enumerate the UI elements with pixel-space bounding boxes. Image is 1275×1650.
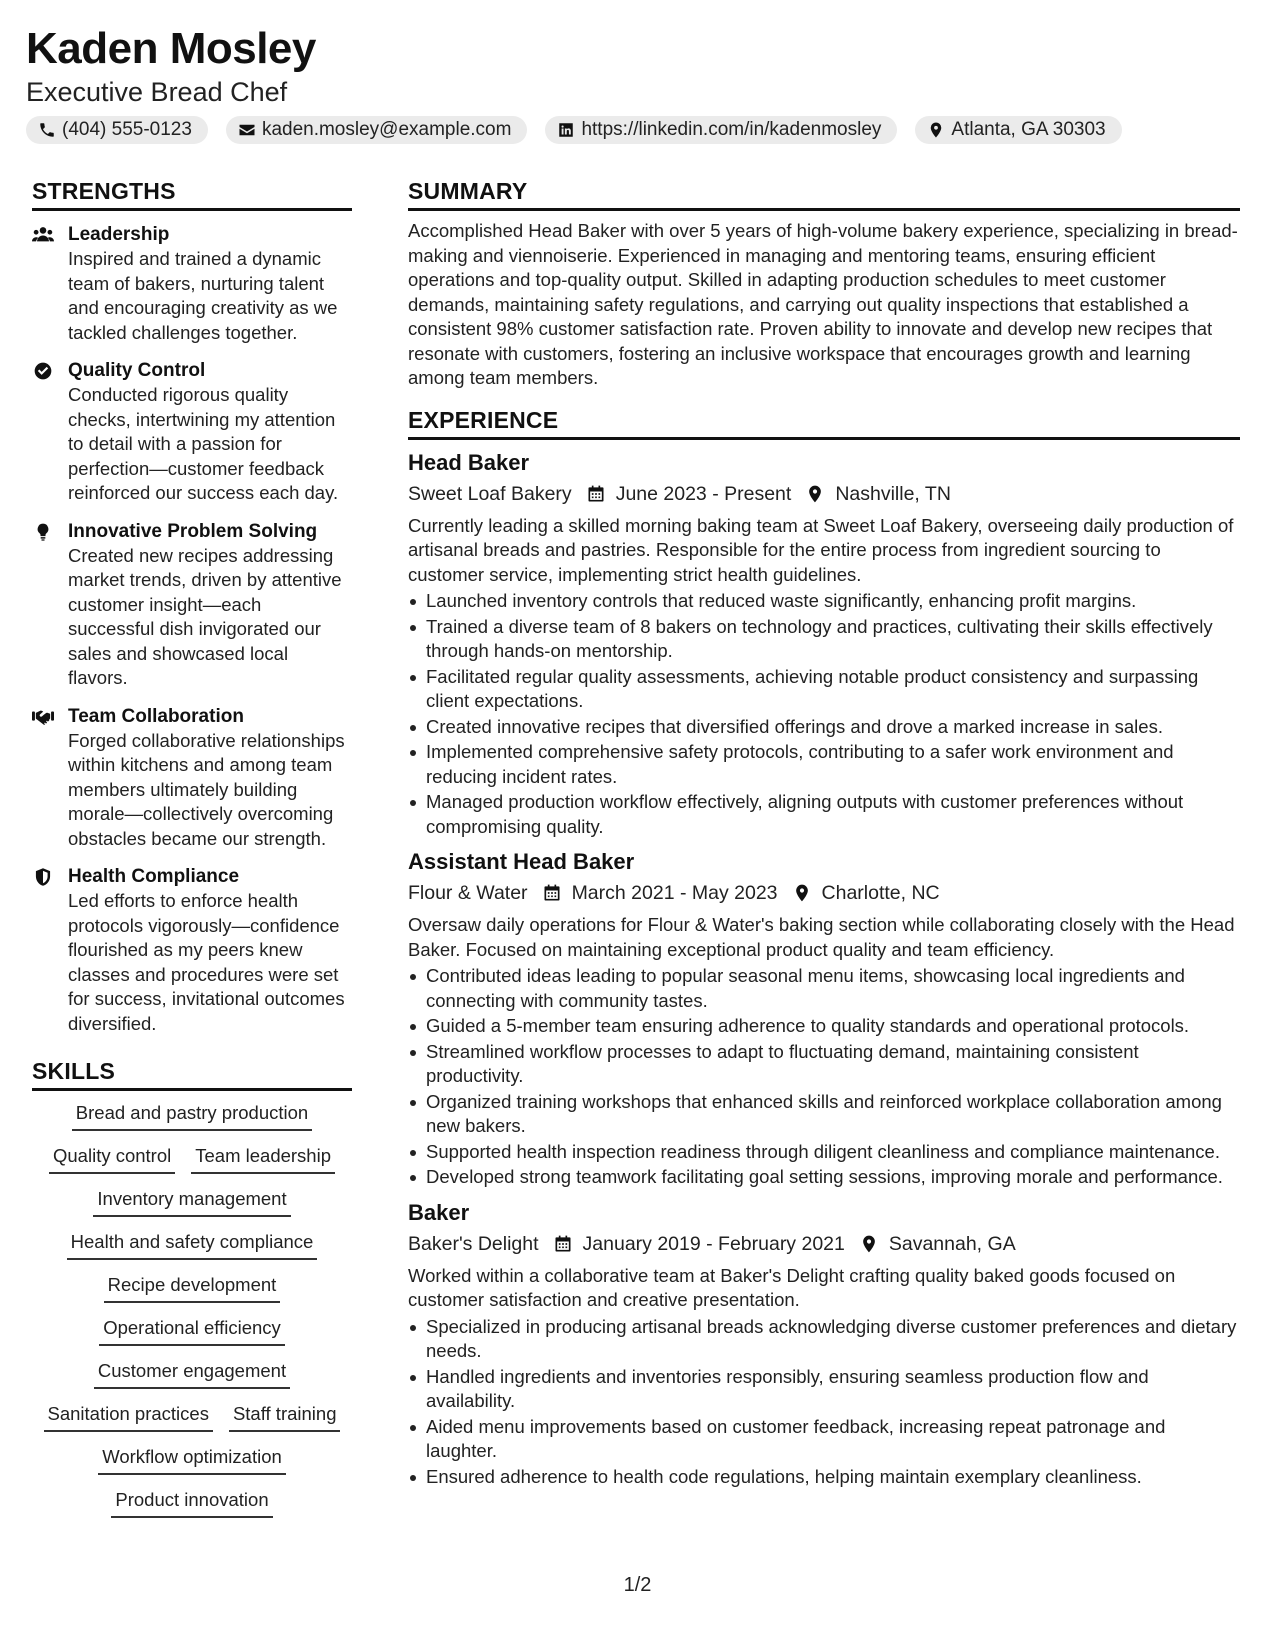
job-location: Charlotte, NC [821, 882, 940, 904]
job-location: Savannah, GA [888, 1232, 1016, 1255]
contact-email[interactable] [226, 116, 528, 144]
bullet-item: Ensured adherence to health code regulations, helping maintain exemplary cleanliness. [408, 1465, 1240, 1490]
experience-section [408, 405, 1240, 1490]
experience-heading: EXPERIENCE [408, 405, 1240, 440]
skill-tag: Health and safety compliance [67, 1230, 318, 1260]
resume-header [26, 22, 1256, 144]
page-number: 1/2 [623, 1574, 652, 1596]
bullet-item: Organized training workshops that enhanced skills and reinforced workplace collaboration among new bakers. [408, 1090, 1240, 1139]
summary-section [408, 176, 1240, 391]
lightbulb-icon [32, 522, 54, 542]
strength-title: Health Compliance [68, 866, 240, 887]
job-bullets [408, 589, 1240, 839]
bullet-item: Streamlined workflow processes to adapt to fluctuating demand, maintaining consistent productivity. [408, 1040, 1240, 1089]
contact-phone[interactable] [26, 116, 208, 144]
linkedin-icon [557, 121, 575, 139]
location-text: Atlanta, GA 30303 [951, 119, 1106, 140]
skill-tag: Bread and pastry production [72, 1101, 312, 1131]
job-company: Baker's Delight [408, 1232, 539, 1255]
strength-item [32, 359, 352, 506]
bullet-item: Supported health inspection readiness through diligent cleanliness and compliance maintenance. [408, 1140, 1240, 1165]
skill-tag: Product innovation [111, 1488, 272, 1518]
summary-text: Accomplished Head Baker with over 5 years of high-volume bakery experience, specializing in bread-making and viennoiserie. Experienced in managing and mentoring teams, ensuring efficient operations and top-quality output. Skilled in adapting production schedules to meet customer demands, maintaining safety regulations, and carrying out quality inspections that established a consistent 98% customer satisfaction rate. Proven ability to innovate and develop new recipes that resonate with customers, fostering an inclusive workspace that encourages growth and learning among team members. [408, 220, 1238, 388]
contact-bar [26, 116, 1256, 144]
map-pin-icon [805, 484, 825, 504]
job-dates: January 2019 - February 2021 [582, 1232, 845, 1255]
strength-title: Team Collaboration [68, 705, 244, 727]
bullet-item: Managed production workflow effectively, aligning outputs with customer preferences without compromising quality. [408, 790, 1240, 839]
map-pin-icon [927, 121, 945, 139]
bullet-item: Specialized in producing artisanal breads acknowledging diverse customer preferences and dietary needs. [408, 1315, 1240, 1364]
bullet-item: Guided a 5-member team ensuring adherence to quality standards and operational protocols. [408, 1014, 1240, 1039]
skill-tag: Team leadership [191, 1144, 335, 1174]
bullet-item: Trained a diverse team of 8 bakers on technology and practices, cultivating their skills effectively through hands-on mentorship. [408, 615, 1240, 664]
job-bullets [408, 1315, 1240, 1490]
bullet-item: Launched inventory controls that reduced waste significantly, enhancing profit margins. [408, 589, 1240, 614]
job-entry [408, 448, 1240, 840]
strength-item [32, 520, 352, 691]
skill-tag: Recipe development [104, 1273, 281, 1303]
job-entry [408, 1198, 1240, 1490]
job-company: Sweet Loaf Bakery [408, 482, 572, 505]
bullet-item: Contributed ideas leading to popular seasonal menu items, showcasing local ingredients and connecting with community tastes. [408, 964, 1240, 1013]
strengths-list [32, 223, 352, 1036]
strength-title: Leadership [68, 224, 170, 245]
check-circle-icon [32, 361, 54, 381]
summary-heading: SUMMARY [408, 176, 1240, 211]
job-location: Nashville, TN [835, 482, 951, 505]
skill-tag: Staff training [229, 1402, 341, 1432]
job-description: Oversaw daily operations for Flour & Water's baking section while collaborating closely with the Head Baker. Focused on maintaining exceptional product quality and team efficiency. [408, 914, 1235, 960]
strength-item [32, 705, 352, 852]
job-title-headline: Executive Bread Chef [26, 77, 288, 107]
contact-location [915, 116, 1121, 144]
strength-desc: Led efforts to enforce health protocols vigorously—confidence flourished as my peers knew classes and procedures were set for success, invitational outcomes diversified. [68, 890, 345, 1034]
job-title: Baker [408, 1199, 470, 1225]
bullet-item: Handled ingredients and inventories responsibly, ensuring seamless production flow and availability. [408, 1365, 1240, 1414]
candidate-name: Kaden Mosley [26, 24, 316, 73]
bullet-item: Facilitated regular quality assessments, achieving notable product consistency and surpassing client expectations. [408, 665, 1240, 714]
job-dates: June 2023 - Present [615, 482, 792, 505]
job-meta [408, 1229, 1240, 1259]
shield-icon [32, 867, 54, 887]
strength-title: Innovative Problem Solving [68, 520, 318, 542]
strength-item [32, 223, 352, 345]
map-pin-icon [859, 1234, 879, 1254]
job-company: Flour & Water [408, 882, 528, 904]
phone-icon [38, 121, 56, 139]
bullet-item: Aided menu improvements based on customer feedback, increasing repeat patronage and laughter. [408, 1415, 1240, 1464]
calendar-icon [553, 1234, 573, 1254]
job-title: Head Baker [408, 449, 530, 475]
calendar-icon [586, 484, 606, 504]
strengths-section [32, 176, 352, 1036]
skills-list [32, 1101, 352, 1518]
job-dates: March 2021 - May 2023 [571, 882, 778, 904]
skill-tag: Sanitation practices [44, 1402, 213, 1432]
strengths-heading: STRENGTHS [32, 176, 352, 211]
job-meta [408, 878, 1240, 908]
job-description: Currently leading a skilled morning baking team at Sweet Loaf Bakery, overseeing daily production of artisanal breads and pastries. Responsible for the entire process from ingredient sourcing to customer service, implementing strict health guidelines. [408, 514, 1234, 585]
map-pin-icon [792, 883, 812, 903]
strength-desc: Forged collaborative relationships within kitchens and among team members ultimately building morale—collectively overcoming obstacles became our strength. [68, 729, 345, 849]
strength-item [32, 865, 352, 1036]
strength-desc: Created new recipes addressing market trends, driven by attentive customer insight—each successful dish invigorated our sales and showcased local flavors. [68, 544, 342, 688]
skill-tag: Customer engagement [94, 1359, 290, 1389]
strength-desc: Inspired and trained a dynamic team of bakers, nurturing talent and encouraging creativity as we tackled challenges together. [68, 248, 338, 343]
job-description: Worked within a collaborative team at Baker's Delight crafting quality baked goods focused on customer satisfaction and creative presentation. [408, 1264, 1176, 1310]
handshake-icon [32, 707, 54, 727]
strength-desc: Conducted rigorous quality checks, intertwining my attention to detail with a passion for perfection—customer feedback reinforced our success each day. [68, 384, 339, 503]
skills-heading: SKILLS [32, 1056, 352, 1091]
skill-tag: Operational efficiency [99, 1316, 285, 1346]
contact-linkedin[interactable] [545, 116, 897, 144]
bullet-item: Created innovative recipes that diversified offerings and drove a marked increase in sales. [408, 715, 1240, 740]
job-bullets [408, 964, 1240, 1190]
job-entry [408, 847, 1240, 1190]
strength-title: Quality Control [68, 360, 206, 381]
bullet-item: Developed strong teamwork facilitating goal setting sessions, improving morale and performance. [408, 1165, 1240, 1190]
skill-tag: Quality control [49, 1144, 175, 1174]
job-title: Assistant Head Baker [408, 849, 635, 874]
phone-text: (404) 555-0123 [62, 119, 192, 140]
bullet-item: Implemented comprehensive safety protocols, contributing to a safer work environment and reducing incident rates. [408, 740, 1240, 789]
email-text: kaden.mosley@example.com [261, 119, 512, 140]
linkedin-text: https://linkedin.com/in/kadenmosley [581, 119, 882, 140]
skill-tag: Workflow optimization [98, 1445, 286, 1475]
envelope-icon [238, 121, 256, 139]
job-meta [408, 479, 1240, 509]
skill-tag: Inventory management [93, 1187, 290, 1217]
calendar-icon [542, 883, 562, 903]
skills-section [32, 1056, 352, 1518]
right-column [408, 176, 1240, 1489]
left-column [32, 176, 352, 1518]
users-icon [32, 225, 54, 245]
